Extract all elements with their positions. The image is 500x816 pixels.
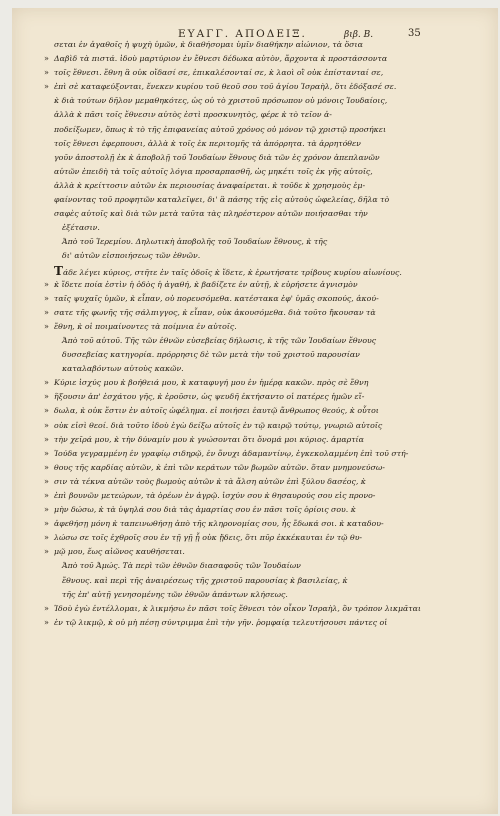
text-line — [44, 66, 478, 80]
text-line — [44, 264, 478, 278]
quotation-mark: » — [44, 505, 49, 515]
running-head: ΕΥΑΓΓ. ΑΠΟΔΕΙΞ. — [178, 28, 307, 40]
line-text: μῷ μου, ἕως αἰῶνος καυθήσεται. — [54, 547, 185, 557]
text-line — [44, 193, 478, 207]
line-text: μὴν δώσω, κ̀ τὰ ὑψηλά σου διὰ τὰς ἁμαρτίας σου ἐν πᾶσι τοῖς ὁρίοις σου. κ̀ — [54, 505, 356, 515]
line-text: Ἰδοὺ ἐγὼ ἐντέλλομαι, κ̀ λικμήσω ἐν πᾶσι τοῖς ἔθνεσι τὸν οἶκον Ἰσραὴλ, ὃν τρόπον λικμᾶται — [54, 603, 421, 613]
text-line — [44, 475, 478, 489]
line-text: τῆς ἐπ' αὐτῇ γενησομένης τῶν ἐθνῶν ἁπάντων κλήσεως. — [62, 589, 288, 599]
line-text: καταλαβόντων αὐτοὺς κακῶν. — [62, 364, 184, 374]
quotation-mark: » — [44, 406, 49, 416]
quotation-mark: » — [44, 491, 49, 500]
text-line — [44, 278, 478, 292]
text-line — [44, 235, 478, 249]
text-line — [44, 151, 478, 165]
line-text: ἀφεθήσῃ μόνη κ̀ ταπεινωθήσῃ ἀπὸ τῆς κληρονομίας σου, ἧς ἔδωκά σοι. κ̀ καταδου- — [54, 519, 384, 529]
quotation-mark: » — [44, 434, 49, 444]
quotation-mark: » — [44, 519, 49, 529]
line-text: Κύριε ἰσχύς μου κ̀ βοήθειά μου, κ̀ καταφυγή μου ἐν ἡμέρᾳ κακῶν. πρὸς σὲ ἔθνη — [54, 378, 369, 388]
line-text: τοῖς ἔθνεσι. ἔθνη ἃ οὐκ οἴδασί σε, ἐπικαλέσονταί σε, κ̀ λαοὶ οἳ οὐκ ἐπίστανταί σε, — [54, 68, 384, 78]
text-line — [44, 447, 478, 461]
quotation-mark: » — [44, 547, 49, 557]
text-line — [44, 390, 478, 404]
line-text: ἥξουσιν ἀπ' ἐσχάτου γῆς, κ̀ ἐροῦσιν, ὡς ψευδῆ ἐκτήσαντο οἱ πατέρες ἡμῶν εἴ- — [54, 392, 365, 402]
line-text: ἐν τῷ λικμῷ, κ̀ οὐ μὴ πέσῃ σύντριμμα ἐπὶ τὴν γῆν. ῥομφαίᾳ τελευτήσουσι πάντες οἱ — [54, 617, 388, 627]
quotation-mark: » — [44, 378, 49, 388]
line-text: άδε λέγει κύριος, στῆτε ἐν ταῖς ὁδοῖς κ̀ ἴδετε, κ̀ ἐρωτήσατε τρίβους κυρίου αἰωνίους. — [62, 267, 402, 277]
text-line — [44, 461, 478, 475]
drop-cap: Τ — [54, 263, 63, 278]
quotation-mark: » — [44, 68, 49, 78]
quotation-mark: » — [44, 392, 49, 402]
line-text: αὐτῶν ἐπειδὴ τὰ τοῖς αὐτοῖς λόγια προσαρπασθῆ, ὡς μηκέτι τοῖς ἐκ γῆς αὐτοῖς, — [54, 166, 373, 176]
text-line — [44, 249, 478, 263]
quotation-mark: » — [44, 603, 49, 613]
line-text: ἐπὶ σὲ καταφεύξονται, ἕνεκεν κυρίου τοῦ θεοῦ σου τοῦ ἁγίου Ἰσραὴλ, ὅτι ἐδόξασέ σε. — [54, 82, 397, 92]
quotation-mark: » — [44, 533, 49, 543]
line-text: τοῖς ἔθνεσι ἐφερπουσι, ἀλλὰ κ̀ τοῖς ἐκ περιτομῆς τὰ ἀπόρρητα. τὰ ἀρρητόθεν — [54, 138, 361, 148]
line-text: δυσσεβείας κατηγορία. πρόρρησις δὲ τῶν μετὰ τὴν τοῦ χριστοῦ παρουσίαν — [62, 350, 360, 360]
text-line — [44, 320, 478, 334]
book-page — [12, 8, 498, 814]
quotation-mark: » — [44, 617, 49, 627]
text-line — [44, 137, 478, 151]
text-line — [44, 108, 478, 122]
quotation-mark: » — [44, 82, 49, 92]
text-line — [44, 588, 478, 602]
text-line — [44, 503, 478, 517]
line-text: ποδείξωμεν, ὅπως κ̀ τὸ τῆς ἐπιφανείας αὐτοῦ χρόνος οὐ μόνον τῷ χριστῷ προσήκει — [54, 124, 387, 134]
text-line — [44, 221, 478, 235]
text-line — [44, 376, 478, 390]
text-line — [44, 334, 478, 348]
quotation-mark: » — [44, 420, 49, 430]
text-line — [44, 292, 478, 306]
quotation-mark: » — [44, 307, 49, 317]
text-line — [44, 362, 478, 376]
line-text: γοῦν ἀποστολῇ ἐκ κ̀ ἀποβολῇ τοῦ Ἰουδαίων ἔθνους διὰ τῶν ἐς χρόνον ἀπεπλανῶν — [54, 152, 380, 162]
line-text: οὐκ εἰσὶ θεοί. διὰ τοῦτο ἰδοὺ ἐγὼ δείξω αὐτοῖς ἐν τῷ καιρῷ τούτῳ, γνωριῶ αὐτοῖς — [54, 420, 383, 430]
quotation-mark: » — [44, 321, 49, 331]
line-text: τὴν χεῖρά μου, κ̀ τὴν δύναμίν μου κ̀ γνώσονται ὅτι ὄνομά μοι κύριος. ἁμαρτία — [54, 434, 364, 444]
text-line — [44, 489, 478, 503]
line-text: Ἰούδα γεγραμμένη ἐν γραφίῳ σιδηρῷ, ἐν ὄνυχι ἀδαμαντίνῳ, ἐγκεκολαμμένη ἐπὶ τοῦ στή- — [54, 448, 409, 458]
text-line — [44, 306, 478, 320]
text-line — [44, 574, 478, 588]
line-text: ἔθνη, κ̀ οἱ ποιμαίνοντες τὰ ποίμνια ἐν αὐτοῖς. — [54, 321, 237, 331]
line-text: θους τῆς καρδίας αὐτῶν, κ̀ ἐπὶ τῶν κεράτων τῶν βωμῶν αὐτῶν. ὅταν μνημονεύσω- — [54, 462, 385, 472]
text-line — [44, 531, 478, 545]
line-text: δωλα, κ̀ οὐκ ἔστιν ἐν αὐτοῖς ὠφέλημα. εἰ ποιήσει ἑαυτῷ ἄνθρωπος θεούς, κ̀ οὗτοι — [54, 406, 379, 416]
quotation-mark: » — [44, 462, 49, 472]
text-line — [44, 123, 478, 137]
text-line — [44, 207, 478, 221]
line-text: ἀλλὰ κ̀ πᾶσι τοῖς ἔθνεσιν αὐτὸς ἐστὶ προσκυνητὸς, φέρε κ̀ τὸ τεῖον ἀ- — [54, 110, 332, 120]
text-line — [44, 545, 478, 559]
page-number: 35 — [408, 28, 421, 39]
text-line — [44, 80, 478, 94]
line-text: σαφὲς αὐτοῖς καὶ διὰ τῶν μετὰ ταῦτα τὰς πληρέστερον αὐτῶν ποιήσασθαι τὴν — [54, 209, 368, 219]
text-line — [44, 165, 478, 179]
line-text: Ἀπὸ τοῦ αὐτοῦ. Τῆς τῶν ἐθνῶν εὐσεβείας δήλωσις, κ̀ τῆς τῶν Ἰουδαίων ἔθνους — [62, 335, 377, 345]
text-line — [44, 179, 478, 193]
line-text: δι' αὐτῶν εἰσποιήσεως τῶν ἐθνῶν. — [62, 251, 201, 261]
line-text: Ἀπὸ τοῦ Ἱερεμίου. Δηλωτικὴ ἀποβολῆς τοῦ Ἰουδαίων ἔθνους, κ̀ τῆς — [62, 237, 328, 247]
handwritten-note: βιβ. Β. — [344, 30, 374, 40]
quotation-mark: » — [44, 448, 49, 458]
line-text: κ̀ διὰ τούτων δῆλον μεμαθηκότες, ὡς οὐ τὸ χριστοῦ πρόσωπον οὐ μόνοις Ἰουδαίοις, — [54, 96, 388, 106]
line-text: κ̀ ἴδετε ποία ἐστὶν ἡ ὁδὸς ἡ ἀγαθή, κ̀ βαδίζετε ἐν αὐτῇ, κ̀ εὑρήσετε ἁγνισμὸν — [54, 279, 358, 289]
text-line — [44, 559, 478, 573]
line-text: σιν τὰ τέκνα αὐτῶν τοὺς βωμοὺς αὐτῶν κ̀ τὰ ἄλση αὐτῶν ἐπὶ ξύλου δασέος, κ̀ — [54, 476, 366, 486]
line-text: σεται ἐν ἀγαθοῖς ἡ ψυχὴ ὑμῶν, κ̀ διαθήσομαι ὑμῖν διαθήκην αἰώνιον, τὰ ὅσια — [54, 40, 363, 49]
text-line — [44, 404, 478, 418]
quotation-mark: » — [44, 293, 49, 303]
text-block — [44, 38, 478, 630]
line-text: ἔθνους. καὶ περὶ τῆς ἀναιρέσεως τῆς χριστοῦ παρουσίας κ̀ βασιλείας, κ̀ — [62, 575, 348, 585]
text-line — [44, 419, 478, 433]
text-line — [44, 517, 478, 531]
text-line — [44, 52, 478, 66]
text-line — [44, 38, 478, 52]
quotation-mark: » — [44, 54, 49, 64]
text-line — [44, 94, 478, 108]
line-text: ἀλλὰ κ̀ κρείττοσιν αὐτῶν ἐκ περιουσίας ἀναφαίρεται. κ̀ τοῦδε κ̀ χρησμοὺς ἐμ- — [54, 180, 366, 190]
quotation-mark: » — [44, 279, 49, 289]
line-text: φαίνοντας τοῦ προφητῶν καταλεῖψει, δι' ἃ πάσης τῆς εἰς αὐτοὺς ὠφελείας, δῆλα τὸ — [54, 195, 390, 205]
text-line — [44, 602, 478, 616]
line-text: ἐπὶ βουνῶν μετεώρων, τὰ ὀρέων ἐν ἀγρῷ. ἰσχύν σου κ̀ θησαυρούς σου εἰς προνο- — [54, 491, 376, 500]
text-line — [44, 433, 478, 447]
text-line — [44, 348, 478, 362]
line-text: σατε τῆς φωνῆς τῆς σάλπιγγος, κ̀ εἶπαν, οὐκ ἀκουσόμεθα. διὰ τοῦτο ἤκουσαν τὰ — [54, 307, 376, 317]
quotation-mark: » — [44, 476, 49, 486]
line-text: Ἀπὸ τοῦ Ἀμώς. Τὰ περὶ τῶν ἐθνῶν διασαφοῦς τῶν Ἰουδαίων — [62, 561, 301, 571]
line-text: ἐξέτασιν. — [62, 223, 100, 233]
line-text: ταῖς ψυχαῖς ὑμῶν, κ̀ εἶπαν, οὐ πορευσόμεθα. κατέστακα ἐφ' ὑμᾶς σκοπούς, ἀκού- — [54, 293, 379, 303]
text-line — [44, 616, 478, 630]
line-text: Δαβὶδ τὰ πιστά. ἰδοὺ μαρτύριον ἐν ἔθνεσι δέδωκα αὐτὸν, ἄρχοντα κ̀ προστάσσοντα — [54, 54, 388, 64]
line-text: λώσω σε τοῖς ἐχθροῖς σου ἐν τῇ γῇ ᾗ οὐκ ᾔδεις, ὅτι πῦρ ἐκκέκαυται ἐν τῷ θυ- — [54, 533, 363, 543]
